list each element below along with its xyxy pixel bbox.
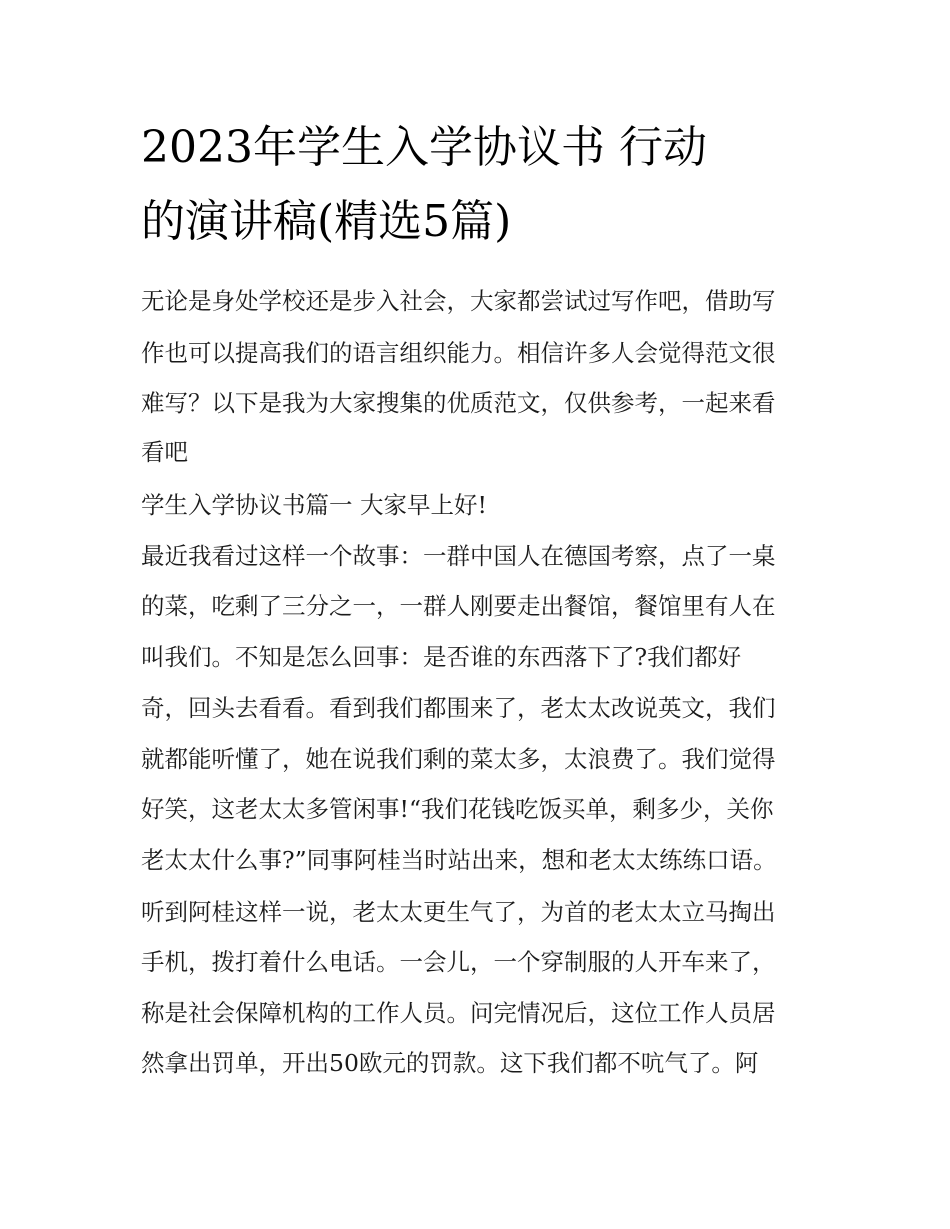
paragraph-line-16: 然拿出罚单，开出50欧元的罚款。这下我们都不吭气了。阿 bbox=[141, 1049, 759, 1077]
paragraph-line-10: 就都能听懂了，她在说我们剩的菜太多，太浪费了。我们觉得 bbox=[141, 745, 776, 773]
paragraph-line-8: 叫我们。不知是怎么回事：是否谁的东西落下了?我们都好 bbox=[141, 643, 742, 671]
paragraph-line-4: 看吧 bbox=[141, 438, 188, 466]
paragraph-line-6: 最近我看过这样一个故事：一群中国人在德国考察，点了一桌 bbox=[141, 542, 776, 570]
section-heading-line: 学生入学协议书篇一 大家早上好! bbox=[141, 491, 487, 519]
paragraph-line-3: 难写？以下是我为大家搜集的优质范文，仅供参考，一起来看 bbox=[141, 389, 776, 417]
paragraph-line-1: 无论是身处学校还是步入社会，大家都尝试过写作吧，借助写 bbox=[141, 287, 776, 315]
paragraph-line-7: 的菜，吃剩了三分之一，一群人刚要走出餐馆，餐馆里有人在 bbox=[141, 592, 776, 620]
paragraph-line-12: 老太太什么事?”同事阿桂当时站出来，想和老太太练练口语。 bbox=[141, 846, 777, 874]
paragraph-line-2: 作也可以提高我们的语言组织能力。相信许多人会觉得范文很 bbox=[141, 339, 776, 367]
paragraph-line-14: 手机，拨打着什么电话。一会儿，一个穿制服的人开车来了， bbox=[141, 948, 776, 976]
paragraph-line-13: 听到阿桂这样一说，老太太更生气了，为首的老太太立马掏出 bbox=[141, 898, 776, 926]
paragraph-line-15: 称是社会保障机构的工作人员。问完情况后，这位工作人员居 bbox=[141, 999, 776, 1027]
document-title-line-2: 的演讲稿(精选5篇) bbox=[141, 196, 512, 247]
document-title-line-1: 2023年学生入学协议书 行动 bbox=[141, 122, 707, 173]
paragraph-line-9: 奇，回头去看看。看到我们都围来了，老太太改说英文，我们 bbox=[141, 694, 776, 722]
paragraph-line-11: 好笑，这老太太多管闲事!“我们花钱吃饭买单，剩多少，关你 bbox=[141, 795, 774, 823]
